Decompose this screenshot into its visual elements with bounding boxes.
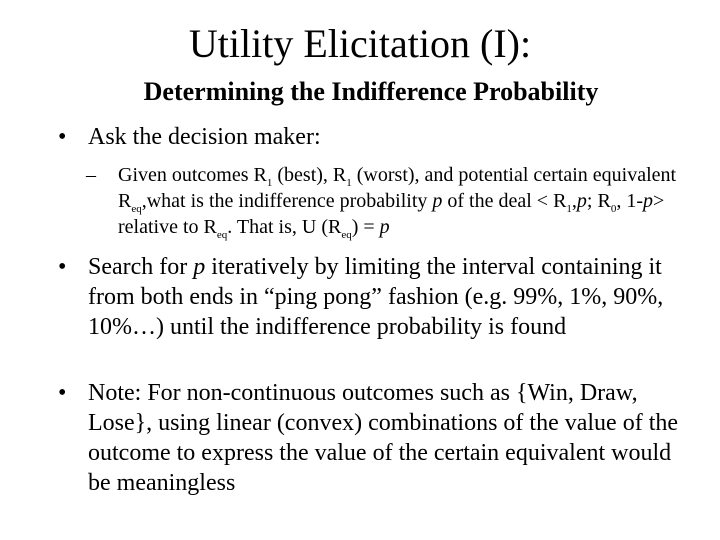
- bullet-text: Ask the decision maker:: [88, 124, 321, 150]
- bullet-text: Search for p iteratively by limiting the interval containing it from both ends in “ping pong” fashion (e.g. 99%, 1%, 90%, 10%…) until the indifference probability is found: [88, 254, 664, 340]
- bullet-marker: •: [58, 380, 67, 406]
- sub-bullet-marker: –: [86, 164, 96, 186]
- bullet-marker: •: [58, 124, 67, 150]
- bullet-text: Note: For non-continuous outcomes such as {Win, Draw, Lose}, using linear (convex) combinations of the value of the outcome to express the value of the certain equivalent would be meaningless: [88, 380, 679, 496]
- sub-bullet-text: Given outcomes $R_1$ (best), $R_1$ (worst), and potential certain equivalent $R_{eq},what$ is the indifference probability p of the deal < $R_1,p$; $R_0$, 1-p> relative to $R_{eq}$. That is, U $(R_{eq}) = p$: [118, 164, 677, 241]
- slide-title: Utility Elicitation (I):: [188, 21, 532, 66]
- bullet-marker: •: [58, 254, 67, 280]
- slide-subtitle: Determining the Indifference Probability: [143, 77, 599, 106]
